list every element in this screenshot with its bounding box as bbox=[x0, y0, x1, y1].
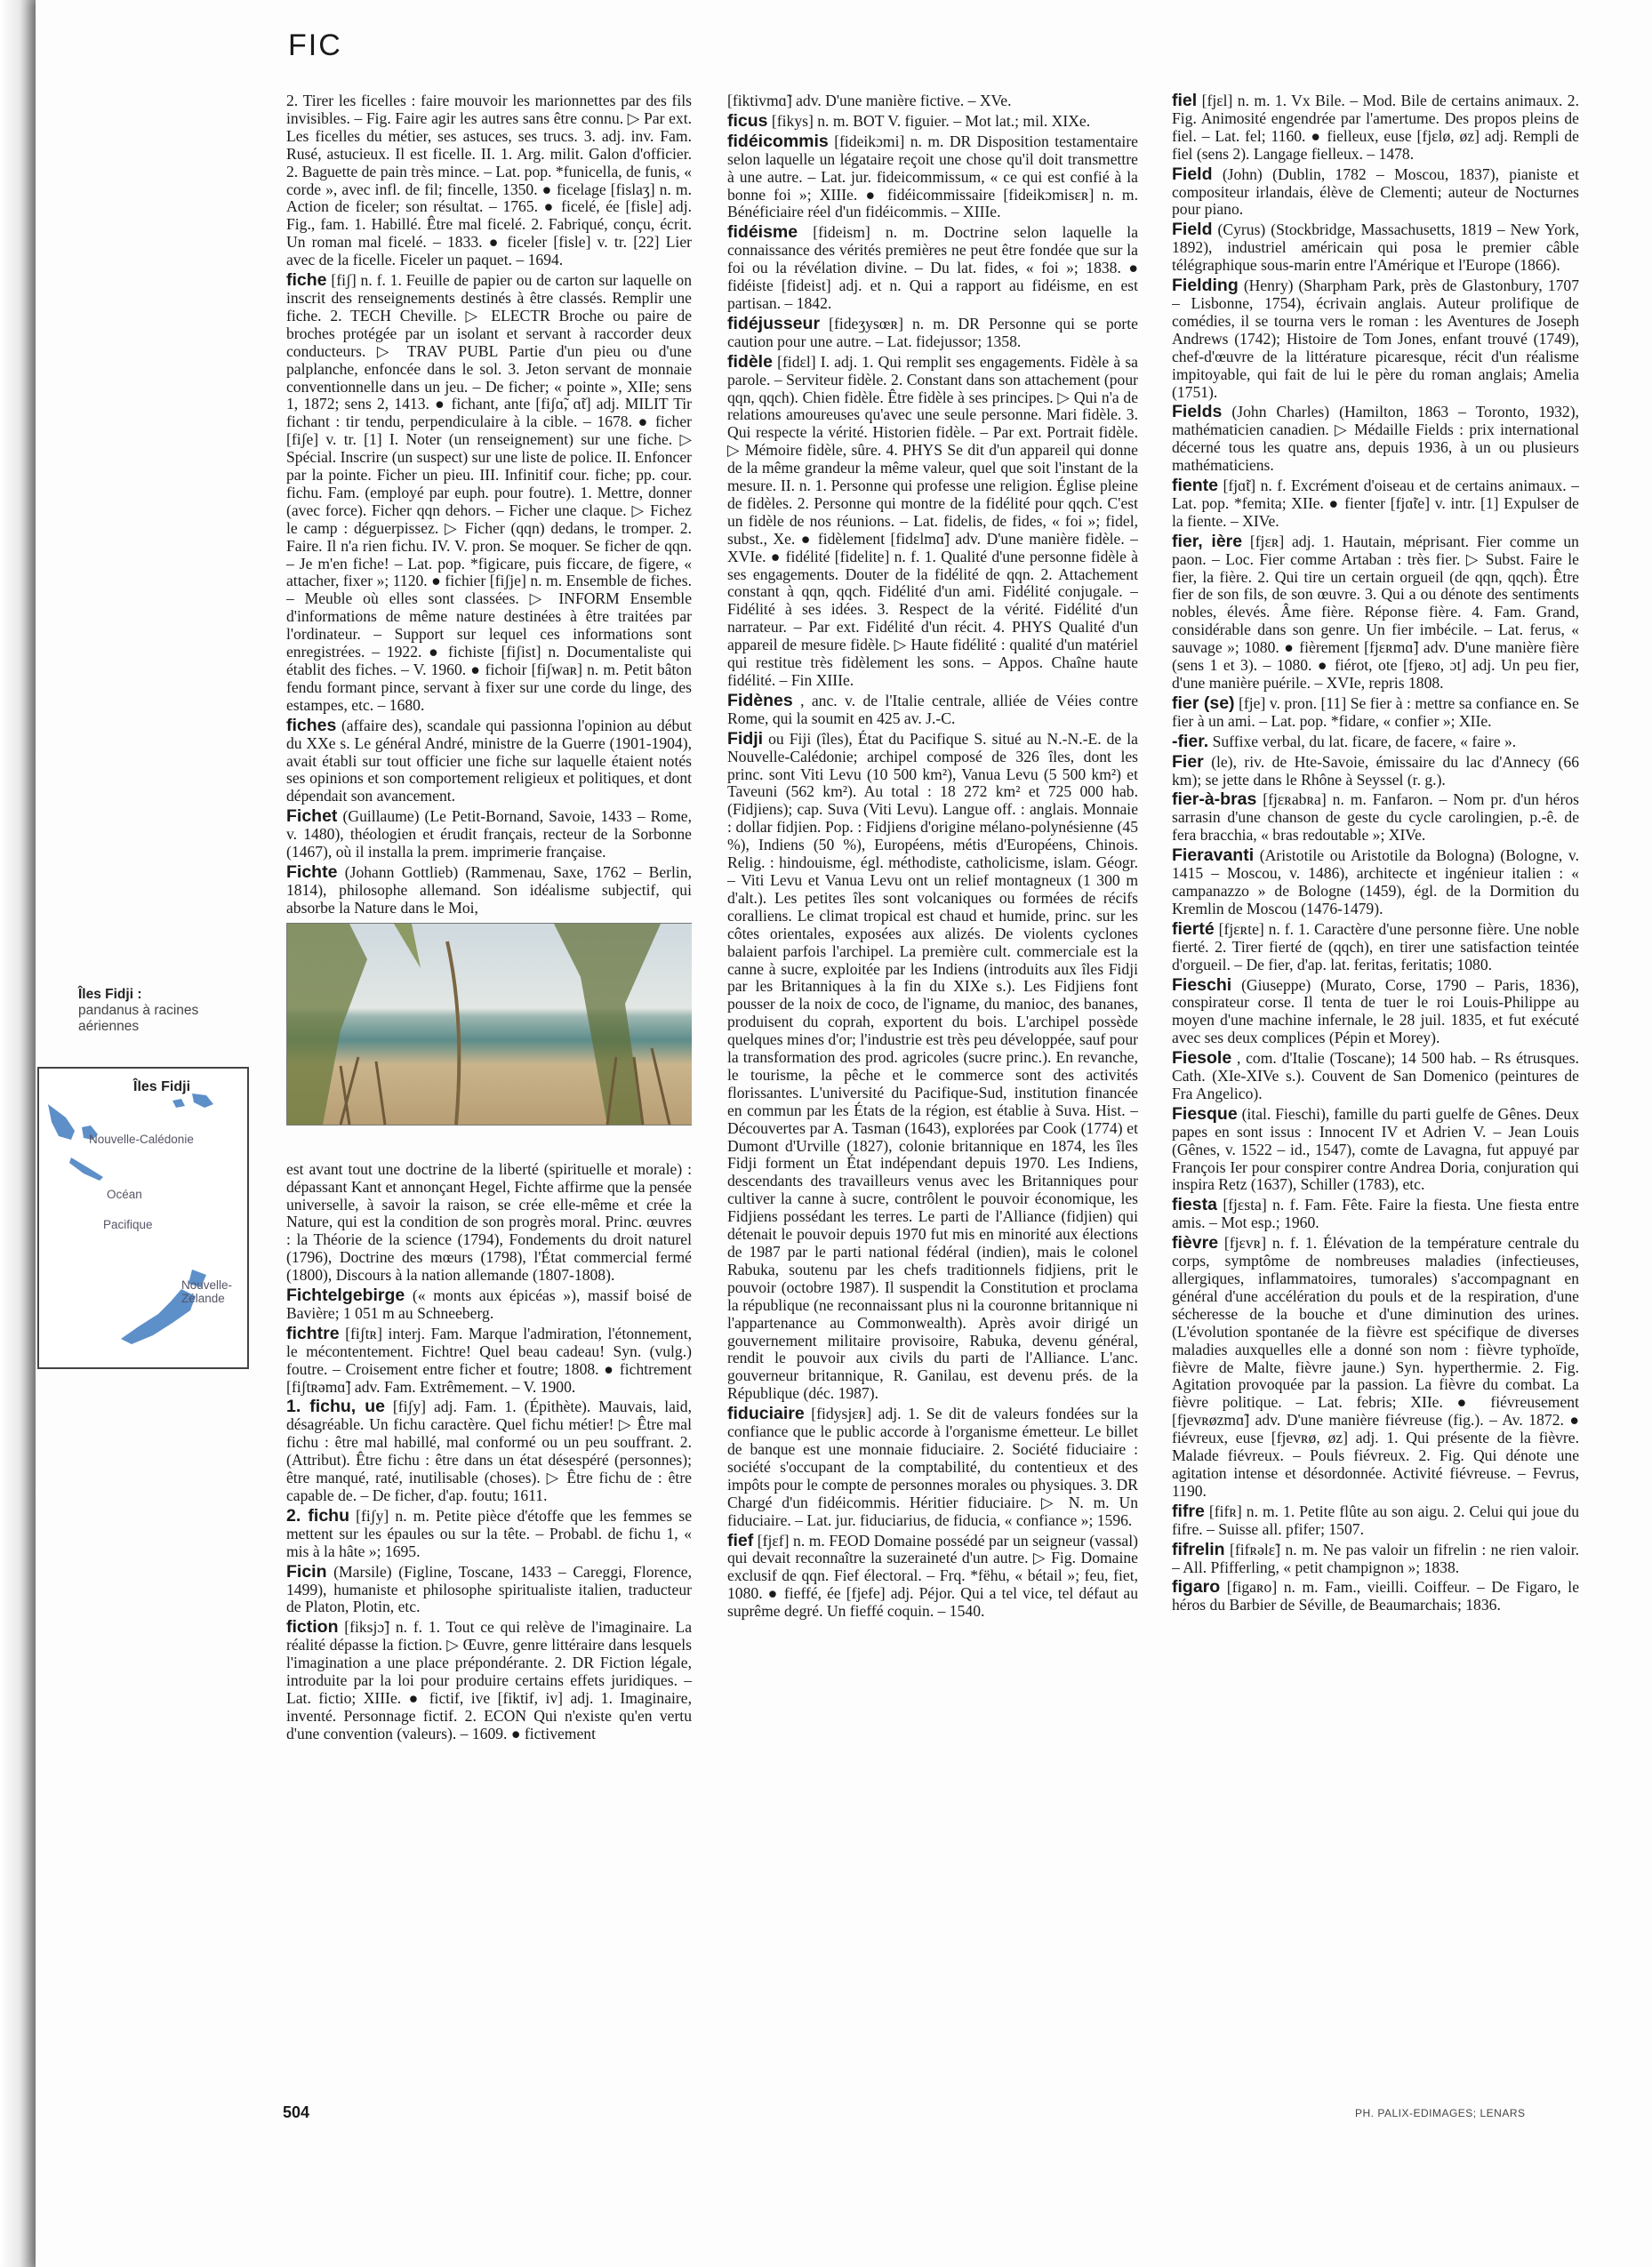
entry-headword: 2. fichu bbox=[286, 1505, 350, 1526]
map-title: Îles Fidji bbox=[133, 1079, 191, 1094]
entry-headword: fiches bbox=[286, 715, 337, 735]
entry-headword: Fier bbox=[1172, 751, 1204, 772]
column-2 bbox=[727, 92, 1138, 2128]
entry-headword: Fichet bbox=[286, 806, 338, 827]
dictionary-entry bbox=[286, 272, 692, 715]
dictionary-entry bbox=[1172, 1197, 1579, 1232]
entry-headword: fier, ière bbox=[1172, 531, 1243, 551]
entry-headword: Fidènes bbox=[727, 690, 793, 710]
entry-definition: [fjɛʀ] adj. 1. Hautain, méprisant. Fier comme un paon. – Loc. Fier comme Artaban : très fier. ▷ Subst. Faire le fier, la fière. 2. Qui tire un certain orgueil (de qqn, qqch). Être fier de son fils, de son œuvre. 3. Qui a ou dénote des sentiments nobles, élevés. Âme fière. Réponse fière. 4. Fam. Grand, considérable dans son genre. Un fier imbécile. – Lat. ferus, « sauvage »; 1080. ● fièrement [fjɛʀmɑ̃] adv. D'une manière fière (sens 1 et 3). – 1080. ● fiérot, ote [fjeʀo, ɔt] adj. Un peu fier, d'une manière puérile. – XVIe, repris 1808. bbox=[1172, 532, 1579, 692]
dictionary-entry bbox=[727, 133, 1138, 222]
entry-definition: (Aristotile ou Aristotile da Bologna) (Bologne, v. 1415 – Moscou, v. 1486), architecte et ingénieur italien : « campanazzo » de Bologne (1459), égl. de la Dormition du Kremlin de Moscou (1476-1479). bbox=[1172, 846, 1579, 917]
entry-definition: [fikys] n. m. BOT V. figuier. – Mot lat.; mil. XIXe. bbox=[771, 111, 1091, 130]
entry-definition: 2. Tirer les ficelles : faire mouvoir les marionnettes par des fils invisibles. – Fig. Faire agir les autres sans être connu. ▷ Par ext. Les ficelles du métier, ses astuces, ses trucs. 3. adj. inv. Fam. Rusé, astucieux. Il est ficelle. II. 1. Arg. milit. Galon d'officier. 2. Baguette de pain très mince. – Lat. pop. *funicella, de funis, « corde », avec infl. de fil; fincelle, 1350. ● ficelage [fislaʒ] n. m. Action de ficeler; son résultat. – 1765. ● ficelé, ée [fisle] adj. Fig., fam. 1. Habillé. Être mal ficelé. 2. Fabriqué, conçu, écrit. Un roman mal ficelé. – 1833. ● ficeler [fisle] v. tr. [22] Lier avec de la ficelle. Ficeler un paquet. – 1694. bbox=[286, 92, 692, 269]
entry-definition: [fjɛf] n. m. FEOD Domaine possédé par un seigneur (vassal) qui devait reconnaître la suzeraineté d'un autre. ▷ Fig. Domaine exclusif de qqn. Fief électoral. – Frq. *fëhu, « bétail »; feu, fiet, 1080. ● fieffé, ée [fjefe] adj. Péjor. Qui a tel vice, tel défaut au suprême degré. Un fieffé coquin. – 1540. bbox=[727, 1531, 1138, 1621]
entry-headword: fiction bbox=[286, 1617, 339, 1638]
fiji-islands-shape bbox=[192, 1093, 213, 1108]
label-pacific: Pacifique bbox=[103, 1218, 153, 1231]
entry-headword: fièvre bbox=[1172, 1233, 1219, 1254]
entry-headword: Fidji bbox=[727, 728, 764, 749]
entry-headword: fiche bbox=[286, 270, 327, 291]
photo-credit: PH. PALIX-EDIMAGES; LENARS bbox=[1355, 2107, 1526, 2119]
entry-definition: (John) (Dublin, 1782 – Moscou, 1837), pianiste et compositeur irlandais, élève de Clementi; auteur de Nocturnes pour piano. bbox=[1172, 164, 1579, 219]
dictionary-entry bbox=[286, 1398, 692, 1504]
entry-headword: fichtre bbox=[286, 1323, 340, 1343]
entry-definition: (Marsile) (Figline, Toscane, 1433 – Careggi, Florence, 1499), humaniste et philosophe spiritualiste italien, traducteur de Platon, Plotin, etc. bbox=[286, 1562, 692, 1616]
entry-headword: Ficin bbox=[286, 1561, 327, 1582]
entry-headword: ficus bbox=[727, 110, 768, 131]
entry-definition: [fideism] n. m. Doctrine selon laquelle la connaissance des vérités premières ne peut être fondée que sur la foi ou la révélation divine. – Du lat. fides, « foi »; 1838. ● fidéiste [fideist] adj. et n. Qui a rapport au fidéisme, en est partisan. – 1842. bbox=[727, 223, 1138, 312]
dictionary-entry bbox=[727, 110, 1138, 131]
dictionary-entry bbox=[1172, 1579, 1579, 1614]
dictionary-entry bbox=[1172, 92, 1579, 164]
entry-headword: fidéisme bbox=[727, 222, 798, 243]
entry-definition: [fidysjɛʀ] adj. 1. Se dit de valeurs fondées sur la confiance que le public accorde à l'organisme émetteur. Le billet de banque est une monnaie fiduciaire. 2. Société fiduciaire : société s'occupant de la comptabilité, du contentieux et des impôts pour le compte de personnes morales ou physiques. 3. DR Chargé d'un fidéicommis. Héritier fiduciaire. ▷ N. m. Un fiduciaire. – Lat. jur. fiduciarius, de fiducia, « confiance »; 1596. bbox=[727, 1405, 1138, 1529]
entry-headword: fierté bbox=[1172, 918, 1215, 939]
dictionary-entry bbox=[1172, 791, 1579, 845]
entry-headword: Fieravanti bbox=[1172, 845, 1255, 866]
dictionary-entry bbox=[286, 92, 692, 269]
dictionary-entry bbox=[286, 1619, 692, 1742]
entry-headword: fiel bbox=[1172, 92, 1198, 110]
entry-headword: fidèle bbox=[727, 351, 773, 372]
dictionary-entry bbox=[1172, 404, 1579, 475]
entry-headword: fiduciaire bbox=[727, 1404, 805, 1424]
entry-headword: Fichte bbox=[286, 861, 338, 882]
dictionary-entry bbox=[1172, 847, 1579, 918]
entry-definition: [fjɛʀabʀa] n. m. Fanfaron. – Nom pr. d'un héros sarrasin d'une chanson de geste du cycle carolingien, p.-ê. de fera bracchia, « bras redoutable »; XIVe. bbox=[1172, 790, 1579, 845]
entry-definition: [fideʒysœʀ] n. m. DR Personne qui se porte caution pour une autre. – Lat. fidejussor; 1358. bbox=[727, 314, 1138, 350]
entry-headword: fifrelin bbox=[1172, 1539, 1225, 1559]
entry-headword: fidéicommis bbox=[727, 131, 829, 151]
dictionary-entry bbox=[286, 717, 692, 806]
entry-headword: fiesta bbox=[1172, 1195, 1217, 1215]
entry-definition: [fifʀ] n. m. 1. Petite flûte au son aigu. 2. Celui qui joue du fifre. – Suisse all. pfifer; 1507. bbox=[1172, 1502, 1579, 1538]
entry-definition: ou Fiji (îles), État du Pacifique S. situé au N.-N.-E. de la Nouvelle-Calédonie; archipel composé de 326 îles, dont les princ. sont Viti Levu (10 500 km²), Vanua Levu (5 500 km²) et Taveuni (562 km²). Au total : 18 272 km² et 725 000 hab. (Fidjiens); cap. Suva (Viti Levu). Langue off. : anglais. Monnaie : dollar fidjien. Pop. : Fidjiens d'origine mélano-polynésienne (45 %), Indiens (50 %), Européens, métis d'Européens, Chinois. Relig. : hindouisme, égl. méthodiste, catholicisme, islam. Géogr. – Viti Levu et Vanua Levu ont un relief montagneux (1 300 m d'alt.). Les petites îles sont volcaniques ou formées de récifs coralliens. Le climat tropical est chaud et humide, princ. sur les côtes orientales, exposées aux alizés. De violents cyclones balaient parfois l'archipel. La première cult. commerciale est la canne à sucre, exploitée par les Indiens (introduits aux îles Fidji par les Britanniques à la fin du XIXe s.). Les Fidjiens font pousser de la noix de coco, de l'igname, du manioc, des bananes, produisent du coprah, exportent du bois. L'archipel possède quelques mines d'or; l'industrie est très peu développée, sauf pour la transformation des prod. agricoles (sucre princ.). En revanche, le tourisme, la pêche et le commerce sont des activités florissantes. L'université du Pacifique-Sud, institution financée en commun par les États de la région, est établie à Suva. Hist. – Découvertes par A. Tasman (1643), explorées par Cook (1774) et Dumont d'Urville (1827), colonie britannique en 1874, les îles Fidji forment un État indépendant depuis 1970. Les Indiens, descendants des travailleurs venus avec les Britanniques pour cultiver la canne à sucre, contrôlent le pouvoir économique, les Fidjiens possédant les terres. Le parti de l'Alliance (fidjien) qui détenait le pouvoir depuis 1970 fut mis en minorité aux élections de 1987 par le parti national fédéral (indien), mais le colonel Rabuka, soutenu par les chefs traditionnels fidjiens, prit le pouvoir (octobre 1987). Il suspendit la Constitution et proclama la république (ne reconnaissant plus ni la couronne britannique ni l'appartenance au Commonwealth). Après avoir dirigé un gouvernement militaire provisoire, Rabuka, devenu général, rendit le pouvoir aux civils du parti de l'Alliance. L'anc. gouverneur britannique, R. Ganilau, est devenu prés. de la République (déc. 1987). bbox=[727, 729, 1138, 1403]
entry-headword: Fields bbox=[1172, 402, 1223, 422]
entry-headword: fifre bbox=[1172, 1501, 1205, 1521]
entry-headword: fier (se) bbox=[1172, 693, 1235, 713]
fiji-location-map bbox=[37, 1067, 249, 1369]
entry-headword: 1. fichu, ue bbox=[286, 1397, 385, 1417]
dictionary-entry bbox=[286, 1287, 692, 1323]
book-binding bbox=[0, 0, 36, 2267]
figure-caption bbox=[78, 987, 238, 1035]
fiji-islets-shape bbox=[172, 1099, 185, 1108]
entry-headword: fier-à-bras bbox=[1172, 789, 1257, 810]
entry-headword: Fiesole bbox=[1172, 1048, 1232, 1069]
dictionary-entry bbox=[286, 861, 692, 917]
entry-definition: , anc. v. de l'Italie centrale, alliée de Véies contre Rome, qui la soumit en 425 av. J.-C. bbox=[727, 691, 1138, 727]
label-new-zealand: Nouvelle-Zélande bbox=[181, 1278, 233, 1305]
dictionary-entry bbox=[1172, 277, 1579, 401]
entry-definition: [figaʀo] n. m. Fam., vieilli. Coiffeur. – De Figaro, le héros du Barbier de Séville, de Beaumarchais; 1836. bbox=[1172, 1578, 1579, 1614]
dictionary-entry bbox=[1172, 166, 1579, 220]
entry-definition: (« monts aux épicéas »), massif boisé de Bavière; 1 051 m au Schneeberg. bbox=[286, 1286, 692, 1322]
entry-definition: est avant tout une doctrine de la liberté (spirituelle et morale) : dépassant Kant et annonçant Hegel, Fichte affirme que la pensée universelle, à savoir la raison, se crée elle-même et crée la Nature, qui est la condition de son progrès moral. Princ. œuvres : la Théorie de la science (1794), Fondements du droit naturel (1796), Doctrine des mœurs (1798), l'État commercial fermé (1800), Discours à la nation allemande (1807-1808). bbox=[286, 1159, 692, 1285]
entry-definition: (ital. Fieschi), famille du parti guelfe de Gênes. Deux papes en sont issus : Innocent IV et Adrien V. – Jean Louis (Gênes, v. 1522 – id., 1547), comte de Lavagna, fut appuyé par François Ier pour conspirer contre Andrea Doria, conjuration qui inspira Retz (1637), Schiller (1783), etc. bbox=[1172, 1104, 1579, 1194]
entry-definition: [fjɛsta] n. f. Fam. Fête. Faire la fiesta. Une fiesta entre amis. – Mot esp.; 1960. bbox=[1172, 1196, 1579, 1232]
entry-headword: Fiesque bbox=[1172, 1103, 1238, 1124]
entry-definition: [fiʃtʀ] interj. Fam. Marque l'admiration, l'étonnement, le mécontentement. Fichtre! Quel beau cadeau! Syn. (vulg.) foutre. – Croisement entre ficher et foutre; 1808. ● fichtrement [fiʃtʀəmɑ̃] adv. Fam. Extrêmement. – V. 1900. bbox=[286, 1324, 692, 1396]
entry-definition: [fjɛʀte] n. f. 1. Caractère d'une personne fière. Une noble fierté. 2. Tirer fierté de (qqch), en tirer une satisfaction teintée d'orgueil. – De fier, d'ap. lat. feritas, feritatis; 1080. bbox=[1172, 919, 1579, 973]
dictionary-entry bbox=[286, 1561, 692, 1617]
label-ocean: Océan bbox=[107, 1188, 142, 1201]
entry-headword: -fier. bbox=[1172, 731, 1209, 751]
entry-headword: fidéjusseur bbox=[727, 313, 821, 333]
entry-definition: (John Charles) (Hamilton, 1863 – Toronto, 1932), mathématicien canadien. ▷ Médaille Fields : prix international décerné tous les quatre ans, depuis 1936, à un ou plusieurs mathématiciens. bbox=[1172, 403, 1579, 475]
entry-headword: Field bbox=[1172, 220, 1213, 240]
column-1 bbox=[286, 92, 692, 2128]
entry-definition: (affaire des), scandale qui passionna l'opinion au début du XXe s. Le général André, ministre de la Guerre (1901-1904), avait établi sur tout officier une fiche sur laquelle étaient notés ses opinions et son comportement religieux et politiques, et dont dépendait son avancement. bbox=[286, 716, 692, 805]
dictionary-entry bbox=[727, 1530, 1138, 1622]
dictionary-entry bbox=[727, 351, 1138, 690]
entry-definition: Suffixe verbal, du lat. ficare, de facere, « faire ». bbox=[1212, 732, 1517, 750]
entry-definition: (Giuseppe) (Murato, Corse, 1790 – Paris, 1836), conspirateur corse. Il tenta de tuer le roi Louis-Philippe au moyen d'une machine infernale, le 28 juil. 1835, et fut exécuté avec ses deux complices (Pépin et Morey). bbox=[1172, 975, 1579, 1047]
dictionary-entry bbox=[1172, 1503, 1579, 1539]
entry-definition: (Cyrus) (Stockbridge, Massachusetts, 1819 – New York, 1892), industriel américain qui posa le premier câble télégraphique sous-marin entre l'Amérique et l'Europe (1866). bbox=[1172, 220, 1579, 275]
entry-definition: [fifʀəlɛ̃] n. m. Ne pas valoir un fifrelin : ne rien valoir. – All. Pfifferling, « petit champignon »; 1838. bbox=[1172, 1540, 1579, 1576]
dictionary-entry bbox=[286, 1505, 692, 1561]
entry-definition: (Johann Gottlieb) (Rammenau, Saxe, 1762 – Berlin, 1814), philosophe allemand. Son idéalisme subjectif, qui absorbe la Nature dans le Moi, bbox=[286, 862, 692, 917]
label-new-caledonia: Nouvelle-Calédonie bbox=[89, 1133, 194, 1146]
caption-text: pandanus à racines aériennes bbox=[78, 1003, 199, 1034]
entry-headword: Fielding bbox=[1172, 276, 1239, 296]
dictionary-entry bbox=[286, 1323, 692, 1397]
dictionary-entry bbox=[286, 1161, 692, 1285]
dictionary-entry bbox=[727, 313, 1138, 351]
entry-definition: [fjɑ̃t] n. f. Excrément d'oiseau et de certains animaux. – Lat. pop. *femita; XIIe. ● fienter [fjɑ̃te] v. intr. [1] Expulser de la fiente. – XIVe. bbox=[1172, 477, 1579, 530]
dictionary-entry bbox=[1172, 695, 1579, 731]
entry-definition: (le), riv. de Hte-Savoie, émissaire du lac d'Annecy (66 km); se jette dans le Rhône à Seyssel (r. g.). bbox=[1172, 752, 1579, 789]
dictionary-entry bbox=[1172, 1103, 1579, 1195]
entry-headword: Fieschi bbox=[1172, 974, 1232, 995]
dictionary-entry bbox=[1172, 918, 1579, 974]
entry-headword: figaro bbox=[1172, 1577, 1221, 1598]
entry-definition: [fjɛl] n. m. 1. Vx Bile. – Mod. Bile de certains animaux. 2. Fig. Animosité engendrée par l'amertume. Des propos pleins de fiel. – Lat. fel; 1160. ● fielleux, euse [fjɛlø, øz] adj. Rempli de fiel (sens 2). Langage fielleux. – 1478. bbox=[1172, 92, 1579, 163]
entry-definition: [fidɛl] I. adj. 1. Qui remplit ses engagements. Fidèle à sa parole. – Serviteur fidèle. 2. Constant dans son attachement (pour qqn, qqch). Chien fidèle. Être fidèle à ses principes. ▷ Qui n'a de relations amoureuses qu'avec une seule personne. Mari fidèle. 3. Qui respecte la vérité. Historien fidèle. – Par ext. Portrait fidèle. ▷ Mémoire fidèle, sûre. 4. PHYS Se dit d'un appareil qui donne de la même grandeur la même valeur, quel que soit l'instant de la mesure. II. n. 1. Personne qui professe une religion. Église pleine de fidèles. 2. Personne qui montre de la fidélité pour qqch. C'est un fidèle de nos réunions. – Lat. fidelis, de fides, « foi »; fidel, subst., Xe. ● fidèlement [fidɛlmɑ̃] adv. D'une manière fidèle. – XVIe. ● fidélité [fidelite] n. f. 1. Qualité d'une personne fidèle à ses engagements. Douter de la fidélité de qqn. 2. Attachement constant à qqn, qqch. Fidélité d'un ami. Fidélité conjugale. – Fidélité à ses idées. 3. Respect de la vérité. Fidélité d'un narrateur. – Par ext. Fidélité d'un récit. 4. PHYS Qualité d'un appareil de mesure fidèle. ▷ Haute fidélité : qualité d'un matériel qui restitue très fidèlement les sons. – Appos. Chaîne haute fidélité. – Fin XIIIe. bbox=[727, 352, 1138, 689]
entry-definition: [fideikɔmi] n. m. DR Disposition testamentaire selon laquelle un légataire reçoit une chose qu'il doit transmettre à une autre. – Lat. jur. fideicommissum, « ce qui est confié à la bonne foi »; XIIIe. ● fidéicommissaire [fideikɔmisɛʀ] n. m. Bénéficiaire réel d'un fidéicommis. – XIIIe. bbox=[727, 132, 1138, 221]
entry-definition: [fiʃ] n. f. 1. Feuille de papier ou de carton sur laquelle on inscrit des renseignements destinés à être classés. Remplir une fiche. 2. TECH Cheville. ▷ ELECTR Broche ou paire de broches protégée par un isolant et servant à raccorder deux conducteurs. ▷ TRAV PUBL Partie d'un pieu ou d'une palplanche, enfoncée dans le sol. 3. Jeton servant de monnaie conventionnelle dans un jeu. – De ficher; « pointe », XIIe; sens 1, 1872; sens 2, 1413. ● fichant, ante [fiʃɑ̃, ɑ̃t] adj. MILIT Tir fichant : tir tendu, perpendiculaire à la cible. – 1678. ● ficher [fiʃe] v. tr. [1] I. Noter (un renseignement) sur une fiche. ▷ Spécial. Inscrire (un suspect) sur une liste de police. II. Enfoncer par la pointe. Ficher un pieu. III. Infinitif cour. fiche; pp. cour. fichu. Fam. (employé par euph. pour foutre). 1. Mettre, donner (avec force). Ficher qqn dehors. – Ficher une claque. ▷ Fichez le camp : déguerpissez. ▷ Ficher (qqn) dedans, le tromper. 2. Faire. Il n'a rien fichu. IV. V. pron. Se moquer. Se ficher de qqn. – Je m'en fiche! – Lat. pop. *figicare, puis ficcare, de figere, « attacher, fixer »; 1120. ● fichier [fiʃje] n. m. Ensemble de fiches. – Meuble où elles sont classées. ▷ INFORM Ensemble d'informations de même nature destinées à être traitées par l'ordinateur. – Support sur lequel ces informations sont enregistrées. – 1922. ● fichiste [fiʃist] n. Documentaliste qui établit des fiches. – V. 1960. ● fichoir [fiʃwaʀ] n. m. Petit bâton fendu formant pince, servant à fixer sur une corde du linge, des estampes, etc. – 1680. bbox=[286, 271, 692, 714]
page-number: 504 bbox=[283, 2103, 310, 2121]
dictionary-entry bbox=[1172, 974, 1579, 1048]
entry-definition: (Guillaume) (Le Petit-Bornand, Savoie, 1433 – Rome, v. 1480), théologien et érudit français, recteur de la Sorbonne (1467), où il installa la prem. imprimerie française. bbox=[286, 807, 692, 861]
entry-definition: [fiksjɔ̃] n. f. 1. Tout ce qui relève de l'imaginaire. La réalité dépasse la fiction. ▷ Œuvre, genre littéraire dans lesquels l'imagination a une place prépondérante. 2. DR Fiction légale, introduite par la loi pour produire certains effets juridiques. – Lat. fictio; XIIIe. ● fictif, ive [fiktif, iv] adj. 1. Imaginaire, inventé. Personnage fictif. 2. ECON Qui n'existe qu'en vertu d'une convention (valeurs). – 1609. ● fictivement bbox=[286, 1618, 692, 1742]
dictionary-entry bbox=[1172, 733, 1579, 751]
new-caledonia-shape bbox=[69, 1158, 103, 1181]
dictionary-entry bbox=[1172, 1050, 1579, 1103]
entry-definition: (Henry) (Sharpham Park, près de Glastonbury, 1707 – Lisbonne, 1754), écrivain anglais. Auteur prolifique de comédies, il se tourna vers le roman : les Aventures de Joseph Andrews (1742); Histoire de Tom Jones, enfant trouvé (1749), chef-d'œuvre de la littérature picaresque, récit d'un réalisme impitoyable, qui fait de lui le père du roman anglais; Amelia (1751). bbox=[1172, 276, 1579, 401]
entry-definition: [fiʃy] adj. Fam. 1. (Épithète). Mauvais, laid, désagréable. Un fichu caractère. Quel fichu métier! ▷ Être mal fichu : être mal habillé, mal conformé ou un peu souffrant. 2. (Attribut). Être fichu : être dans un état désespéré (personnes); être manqué, raté, inutilisable (choses). ▷ Être fichu de : être capable de. – De ficher, d'ap. foutu; 1611. bbox=[286, 1398, 692, 1504]
dictionary-entry bbox=[727, 1406, 1138, 1529]
dictionary-entry bbox=[286, 808, 692, 861]
dictionary-entry bbox=[1172, 221, 1579, 275]
caption-title: Îles Fidji : bbox=[78, 987, 142, 1002]
dictionary-entry bbox=[1172, 533, 1579, 693]
vanuatu-islands-shape bbox=[48, 1104, 75, 1140]
entry-definition: [fje] v. pron. [11] Se fier à : mettre sa confiance en. Se fier à un ami. – Lat. pop. *fidare, « confier »; XIIe. bbox=[1172, 693, 1579, 730]
column-3 bbox=[1172, 92, 1579, 2128]
entry-definition: [fiktivmɑ̃] adv. D'une manière fictive. – XVe. bbox=[727, 92, 1012, 109]
entry-headword: Fichtelgebirge bbox=[286, 1286, 405, 1306]
entry-definition: [fjɛvʀ] n. f. 1. Élévation de la température centrale du corps, symptôme de nombreuses maladies (infectieuses, allergiques, inflammatoires, tumorales) s'accompagnant en général d'une accélération du pouls et de la respiration, d'une sécheresse de la bouche et d'une diminution des urines. (L'évolution spontanée de la fièvre est spécifique de diverses maladies auxquelles elle a donné son nom : fièvre typhoïde, fièvre de Malte, fièvre jaune.) Syn. hyperthermie. 2. Fig. Agitation provoquée par la passion. La fièvre du combat. La fièvre politique. – Lat. febris; XIIe. ● fiévreusement [fjevʀøzmɑ̃] adv. D'une manière fiévreuse (fig.). – Av. 1872. ● fiévreux, euse [fjevʀø, øz] adj. 1. Qui présente de la fièvre. Malade fiévreux. – Pouls fiévreux. 2. Fig. Qui dénote une agitation intense et désordonnée. Activité fiévreuse. – Fevrus, 1190. bbox=[1172, 1234, 1579, 1500]
fiji-photo-frame bbox=[286, 923, 692, 1152]
entry-headword: fiente bbox=[1172, 476, 1219, 496]
entry-headword: Field bbox=[1172, 164, 1213, 184]
dictionary-entry bbox=[727, 92, 1138, 110]
dictionary-entry bbox=[1172, 751, 1579, 789]
dictionary-entry bbox=[727, 690, 1138, 728]
dictionary-entry bbox=[1172, 477, 1579, 531]
entry-definition: , com. d'Italie (Toscane); 14 500 hab. – Rs étrusques. Cath. (XIe-XIVe s.). Couvent de San Domenico (peintures de Fra Angelico). bbox=[1172, 1049, 1579, 1102]
dictionary-entry bbox=[727, 728, 1138, 1403]
entry-definition: [fiʃy] n. m. Petite pièce d'étoffe que les femmes se mettent sur les épaules ou sur la tête. – Probabl. de fichu 1, « mis à la hâte »; 1695. bbox=[286, 1506, 692, 1560]
entry-headword: fief bbox=[727, 1530, 754, 1550]
dictionary-entry bbox=[727, 224, 1138, 313]
dictionary-entry bbox=[1172, 1235, 1579, 1501]
running-head: FIC bbox=[288, 28, 342, 62]
pandanus-photo bbox=[286, 923, 692, 1125]
dictionary-entry bbox=[1172, 1539, 1579, 1577]
